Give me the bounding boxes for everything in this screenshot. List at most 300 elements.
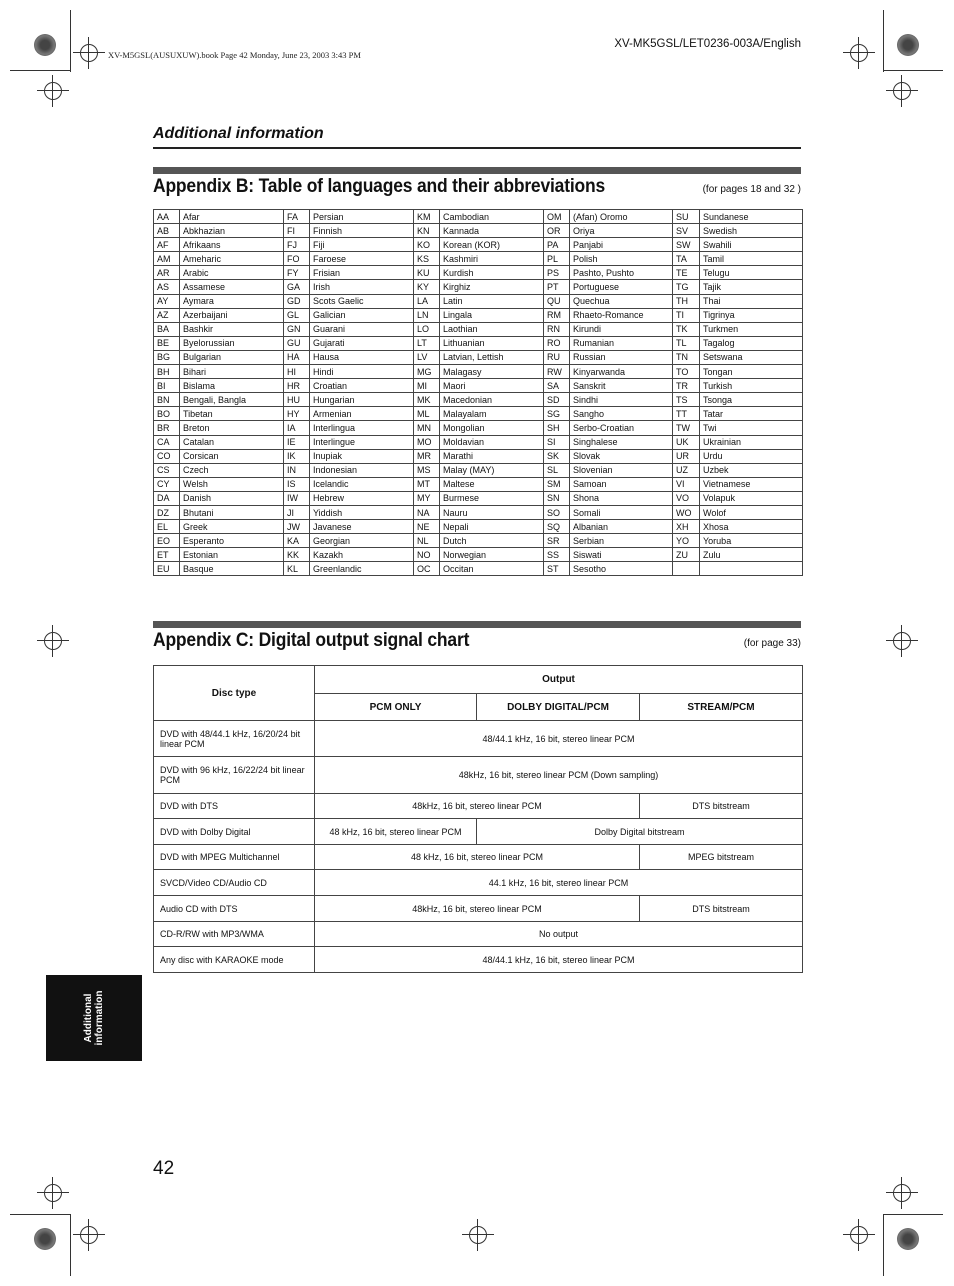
language-code: KN <box>414 224 440 238</box>
table-row <box>154 520 803 534</box>
language-code: JW <box>284 520 310 534</box>
registration-disc-icon <box>897 1228 919 1250</box>
language-name: Javanese <box>310 520 414 534</box>
language-code: CO <box>154 449 180 463</box>
language-code: MK <box>414 393 440 407</box>
language-code: SA <box>544 379 570 393</box>
output-cell: 48 kHz, 16 bit, stereo linear PCM <box>315 845 640 870</box>
language-name: Siswati <box>570 548 673 562</box>
language-code: DZ <box>154 505 180 519</box>
language-code: CS <box>154 463 180 477</box>
crop-line <box>10 70 70 71</box>
language-code: GD <box>284 294 310 308</box>
language-name: Cambodian <box>440 210 544 224</box>
side-tab-line2: information <box>94 990 105 1046</box>
table-row <box>154 562 803 576</box>
language-name: Norwegian <box>440 548 544 562</box>
language-name: Nauru <box>440 505 544 519</box>
col-header-pcm-only: PCM ONLY <box>315 694 477 721</box>
language-name: Greek <box>180 520 284 534</box>
language-code: PA <box>544 238 570 252</box>
language-name: Interlingua <box>310 421 414 435</box>
language-name: Samoan <box>570 477 673 491</box>
language-name: Rumanian <box>570 336 673 350</box>
crosshair-mark-icon <box>44 82 62 100</box>
language-code: RO <box>544 336 570 350</box>
side-tab-line1: Additional <box>83 993 94 1043</box>
language-code: PL <box>544 252 570 266</box>
table-row <box>154 210 803 224</box>
language-table <box>153 209 803 576</box>
crop-line <box>70 10 71 72</box>
language-code: AA <box>154 210 180 224</box>
language-name: Irish <box>310 280 414 294</box>
language-code: LO <box>414 322 440 336</box>
language-name: Sindhi <box>570 393 673 407</box>
language-name: Slovak <box>570 449 673 463</box>
output-cell: 48kHz, 16 bit, stereo linear PCM (Down sampling) <box>315 757 803 794</box>
language-code: XH <box>673 520 700 534</box>
language-code: MO <box>414 435 440 449</box>
crosshair-mark-icon <box>469 1226 487 1244</box>
table-row <box>154 365 803 379</box>
language-code: JI <box>284 505 310 519</box>
language-code: MG <box>414 365 440 379</box>
language-code: HU <box>284 393 310 407</box>
language-name: Singhalese <box>570 435 673 449</box>
language-code: HI <box>284 365 310 379</box>
language-code: TA <box>673 252 700 266</box>
table-row <box>154 393 803 407</box>
table-row <box>154 721 803 757</box>
table-row <box>154 757 803 794</box>
output-header: Output <box>315 666 803 694</box>
language-code: ET <box>154 548 180 562</box>
language-name: Bhutani <box>180 505 284 519</box>
registration-disc-icon <box>34 1228 56 1250</box>
language-name: Frisian <box>310 266 414 280</box>
language-name: Korean (KOR) <box>440 238 544 252</box>
table-row <box>154 896 803 922</box>
document-id: XV-MK5GSL/LET0236-003A/English <box>614 38 801 50</box>
language-name: Bashkir <box>180 322 284 336</box>
language-code: LV <box>414 350 440 364</box>
language-name <box>700 562 803 576</box>
language-name: Tajik <box>700 280 803 294</box>
language-name: Sangho <box>570 407 673 421</box>
appendix-b-title: Appendix B: Table of languages and their abbreviations <box>153 176 606 197</box>
table-row <box>154 922 803 947</box>
language-name: Tatar <box>700 407 803 421</box>
language-name: Malay (MAY) <box>440 463 544 477</box>
language-name: Moldavian <box>440 435 544 449</box>
disc-type-cell: SVCD/Video CD/Audio CD <box>154 870 315 896</box>
language-name: Inupiak <box>310 449 414 463</box>
language-name: Nepali <box>440 520 544 534</box>
language-name: Galician <box>310 308 414 322</box>
language-code: IA <box>284 421 310 435</box>
table-row <box>154 449 803 463</box>
table-row <box>154 379 803 393</box>
appendix-c-title: Appendix C: Digital output signal chart <box>153 630 470 651</box>
language-code: IS <box>284 477 310 491</box>
output-cell: No output <box>315 922 803 947</box>
output-cell: 48kHz, 16 bit, stereo linear PCM <box>315 794 640 819</box>
table-row <box>154 534 803 548</box>
language-name: Hebrew <box>310 491 414 505</box>
language-name: Greenlandic <box>310 562 414 576</box>
language-name: Uzbek <box>700 463 803 477</box>
language-name: Croatian <box>310 379 414 393</box>
language-code: QU <box>544 294 570 308</box>
table-row <box>154 463 803 477</box>
language-name: Yiddish <box>310 505 414 519</box>
crosshair-mark-icon <box>44 632 62 650</box>
language-code: VI <box>673 477 700 491</box>
language-code: GA <box>284 280 310 294</box>
language-code: BO <box>154 407 180 421</box>
language-name: Malagasy <box>440 365 544 379</box>
language-code: KY <box>414 280 440 294</box>
language-name: Kashmiri <box>440 252 544 266</box>
language-name: Kannada <box>440 224 544 238</box>
crop-line <box>883 10 884 72</box>
table-row <box>154 491 803 505</box>
language-code: EU <box>154 562 180 576</box>
book-info-line: XV-M5GSL(AUSUXUW).book Page 42 Monday, June 23, 2003 3:43 PM <box>108 50 361 60</box>
disc-type-cell: DVD with DTS <box>154 794 315 819</box>
disc-type-cell: DVD with 96 kHz, 16/22/24 bit linear PCM <box>154 757 315 794</box>
table-row <box>154 505 803 519</box>
language-name: Tigrinya <box>700 308 803 322</box>
language-name: Setswana <box>700 350 803 364</box>
language-name: Bislama <box>180 379 284 393</box>
language-code: LA <box>414 294 440 308</box>
language-name: Abkhazian <box>180 224 284 238</box>
language-name: Tsonga <box>700 393 803 407</box>
language-name: Welsh <box>180 477 284 491</box>
section-rule <box>153 147 801 149</box>
language-name: Bulgarian <box>180 350 284 364</box>
language-name: Thai <box>700 294 803 308</box>
col-header-dolby-digital-pcm: DOLBY DIGITAL/PCM <box>477 694 640 721</box>
language-code: SW <box>673 238 700 252</box>
registration-disc-icon <box>34 34 56 56</box>
language-code: MR <box>414 449 440 463</box>
language-name: (Afan) Oromo <box>570 210 673 224</box>
table-row <box>154 794 803 819</box>
col-header-stream-pcm: STREAM/PCM <box>640 694 803 721</box>
language-name: Burmese <box>440 491 544 505</box>
language-code: SH <box>544 421 570 435</box>
language-name: Russian <box>570 350 673 364</box>
language-name: Interlingue <box>310 435 414 449</box>
language-name: Kirundi <box>570 322 673 336</box>
language-name: Catalan <box>180 435 284 449</box>
language-code: FA <box>284 210 310 224</box>
language-name: Scots Gaelic <box>310 294 414 308</box>
language-code: BI <box>154 379 180 393</box>
language-name: Yoruba <box>700 534 803 548</box>
language-name: Tagalog <box>700 336 803 350</box>
language-name: Esperanto <box>180 534 284 548</box>
language-name: Xhosa <box>700 520 803 534</box>
language-name: Sesotho <box>570 562 673 576</box>
table-row <box>154 435 803 449</box>
language-name: Laothian <box>440 322 544 336</box>
language-code: TK <box>673 322 700 336</box>
language-code: AM <box>154 252 180 266</box>
language-code: IW <box>284 491 310 505</box>
language-code: NO <box>414 548 440 562</box>
table-row <box>154 224 803 238</box>
language-code: TO <box>673 365 700 379</box>
language-name: Aymara <box>180 294 284 308</box>
language-name: Hungarian <box>310 393 414 407</box>
language-code: MS <box>414 463 440 477</box>
disc-type-cell: DVD with Dolby Digital <box>154 819 315 845</box>
language-name: Lithuanian <box>440 336 544 350</box>
language-code: TR <box>673 379 700 393</box>
language-code: AF <box>154 238 180 252</box>
language-code: WO <box>673 505 700 519</box>
language-name: Kurdish <box>440 266 544 280</box>
language-code: IE <box>284 435 310 449</box>
crosshair-mark-icon <box>893 632 911 650</box>
language-code: FO <box>284 252 310 266</box>
appendix-b-page-note: (for pages 18 and 32 ) <box>702 184 801 195</box>
language-code: FI <box>284 224 310 238</box>
table-row <box>154 322 803 336</box>
language-name: Tamil <box>700 252 803 266</box>
language-name: Telugu <box>700 266 803 280</box>
language-name: Guarani <box>310 322 414 336</box>
language-code: KM <box>414 210 440 224</box>
language-code: PT <box>544 280 570 294</box>
language-name: Kazakh <box>310 548 414 562</box>
language-name: Latin <box>440 294 544 308</box>
language-code: VO <box>673 491 700 505</box>
language-name: Sanskrit <box>570 379 673 393</box>
language-code: MI <box>414 379 440 393</box>
language-code: SD <box>544 393 570 407</box>
language-name: Kirghiz <box>440 280 544 294</box>
language-name: Twi <box>700 421 803 435</box>
output-cell: MPEG bitstream <box>640 845 803 870</box>
table-row <box>154 350 803 364</box>
language-code: KL <box>284 562 310 576</box>
language-code: SG <box>544 407 570 421</box>
language-code: SM <box>544 477 570 491</box>
language-code: RW <box>544 365 570 379</box>
registration-disc-icon <box>897 34 919 56</box>
language-name: Faroese <box>310 252 414 266</box>
language-name: Czech <box>180 463 284 477</box>
language-name: Volapuk <box>700 491 803 505</box>
language-code: LT <box>414 336 440 350</box>
language-code: SL <box>544 463 570 477</box>
language-code: SR <box>544 534 570 548</box>
language-code <box>673 562 700 576</box>
language-code: IN <box>284 463 310 477</box>
language-name: Quechua <box>570 294 673 308</box>
table-row <box>154 819 803 845</box>
output-cell: 44.1 kHz, 16 bit, stereo linear PCM <box>315 870 803 896</box>
language-code: BA <box>154 322 180 336</box>
language-code: NL <box>414 534 440 548</box>
crop-line <box>10 1214 70 1215</box>
language-code: BR <box>154 421 180 435</box>
language-name: Urdu <box>700 449 803 463</box>
language-code: BG <box>154 350 180 364</box>
output-cell: 48/44.1 kHz, 16 bit, stereo linear PCM <box>315 947 803 973</box>
language-name: Byelorussian <box>180 336 284 350</box>
crosshair-mark-icon <box>850 44 868 62</box>
language-name: Assamese <box>180 280 284 294</box>
language-code: KU <box>414 266 440 280</box>
language-name: Breton <box>180 421 284 435</box>
appendix-b-bar <box>153 167 801 174</box>
language-name: Serbian <box>570 534 673 548</box>
language-name: Afrikaans <box>180 238 284 252</box>
language-code: UZ <box>673 463 700 477</box>
language-code: KS <box>414 252 440 266</box>
language-name: Icelandic <box>310 477 414 491</box>
language-name: Tongan <box>700 365 803 379</box>
language-name: Indonesian <box>310 463 414 477</box>
language-code: TN <box>673 350 700 364</box>
language-name: Sundanese <box>700 210 803 224</box>
language-code: TH <box>673 294 700 308</box>
table-row <box>154 294 803 308</box>
language-name: Mongolian <box>440 421 544 435</box>
language-code: UR <box>673 449 700 463</box>
language-code: KO <box>414 238 440 252</box>
language-name: Slovenian <box>570 463 673 477</box>
language-name: Afar <box>180 210 284 224</box>
language-code: SO <box>544 505 570 519</box>
language-name: Azerbaijani <box>180 308 284 322</box>
output-cell: 48kHz, 16 bit, stereo linear PCM <box>315 896 640 922</box>
language-name: Shona <box>570 491 673 505</box>
language-name: Turkish <box>700 379 803 393</box>
language-code: YO <box>673 534 700 548</box>
language-code: KK <box>284 548 310 562</box>
language-name: Macedonian <box>440 393 544 407</box>
language-code: AY <box>154 294 180 308</box>
language-code: GL <box>284 308 310 322</box>
crosshair-mark-icon <box>80 44 98 62</box>
language-name: Hindi <box>310 365 414 379</box>
language-name: Ameharic <box>180 252 284 266</box>
language-code: BE <box>154 336 180 350</box>
language-name: Hausa <box>310 350 414 364</box>
language-name: Bihari <box>180 365 284 379</box>
language-code: RU <box>544 350 570 364</box>
language-code: TI <box>673 308 700 322</box>
language-code: RN <box>544 322 570 336</box>
language-code: SU <box>673 210 700 224</box>
language-code: AZ <box>154 308 180 322</box>
crop-line <box>70 1214 71 1276</box>
language-name: Latvian, Lettish <box>440 350 544 364</box>
table-row <box>154 845 803 870</box>
language-code: GN <box>284 322 310 336</box>
crop-line <box>883 1214 884 1276</box>
output-cell: 48/44.1 kHz, 16 bit, stereo linear PCM <box>315 721 803 757</box>
language-code: RM <box>544 308 570 322</box>
language-code: SV <box>673 224 700 238</box>
language-code: KA <box>284 534 310 548</box>
language-name: Armenian <box>310 407 414 421</box>
language-name: Malayalam <box>440 407 544 421</box>
language-code: CA <box>154 435 180 449</box>
language-name: Serbo-Croatian <box>570 421 673 435</box>
page-number: 42 <box>153 1158 175 1179</box>
language-code: PS <box>544 266 570 280</box>
language-code: IK <box>284 449 310 463</box>
language-code: GU <box>284 336 310 350</box>
language-code: EL <box>154 520 180 534</box>
language-code: HA <box>284 350 310 364</box>
language-code: NA <box>414 505 440 519</box>
disc-type-cell: DVD with MPEG Multichannel <box>154 845 315 870</box>
language-name: Lingala <box>440 308 544 322</box>
language-name: Oriya <box>570 224 673 238</box>
language-name: Gujarati <box>310 336 414 350</box>
crosshair-mark-icon <box>893 1184 911 1202</box>
language-code: MT <box>414 477 440 491</box>
table-row <box>154 407 803 421</box>
output-signal-table <box>153 665 803 973</box>
language-name: Arabic <box>180 266 284 280</box>
language-name: Swahili <box>700 238 803 252</box>
crosshair-mark-icon <box>850 1226 868 1244</box>
language-code: OC <box>414 562 440 576</box>
language-code: TS <box>673 393 700 407</box>
language-name: Turkmen <box>700 322 803 336</box>
language-name: Portuguese <box>570 280 673 294</box>
crosshair-mark-icon <box>44 1184 62 1202</box>
language-name: Swedish <box>700 224 803 238</box>
language-code: DA <box>154 491 180 505</box>
language-code: CY <box>154 477 180 491</box>
language-name: Zulu <box>700 548 803 562</box>
language-code: AS <box>154 280 180 294</box>
table-row <box>154 280 803 294</box>
language-name: Wolof <box>700 505 803 519</box>
table-row <box>154 477 803 491</box>
table-row <box>154 336 803 350</box>
language-code: TG <box>673 280 700 294</box>
table-row <box>154 421 803 435</box>
disc-type-cell: CD-R/RW with MP3/WMA <box>154 922 315 947</box>
side-tab-label <box>83 991 105 1046</box>
disc-type-cell: Any disc with KARAOKE mode <box>154 947 315 973</box>
language-code: ML <box>414 407 440 421</box>
language-code: LN <box>414 308 440 322</box>
language-name: Maltese <box>440 477 544 491</box>
language-name: Basque <box>180 562 284 576</box>
language-code: EO <box>154 534 180 548</box>
language-name: Occitan <box>440 562 544 576</box>
language-code: TT <box>673 407 700 421</box>
language-code: UK <box>673 435 700 449</box>
language-name: Pashto, Pushto <box>570 266 673 280</box>
language-name: Dutch <box>440 534 544 548</box>
language-name: Polish <box>570 252 673 266</box>
language-name: Georgian <box>310 534 414 548</box>
